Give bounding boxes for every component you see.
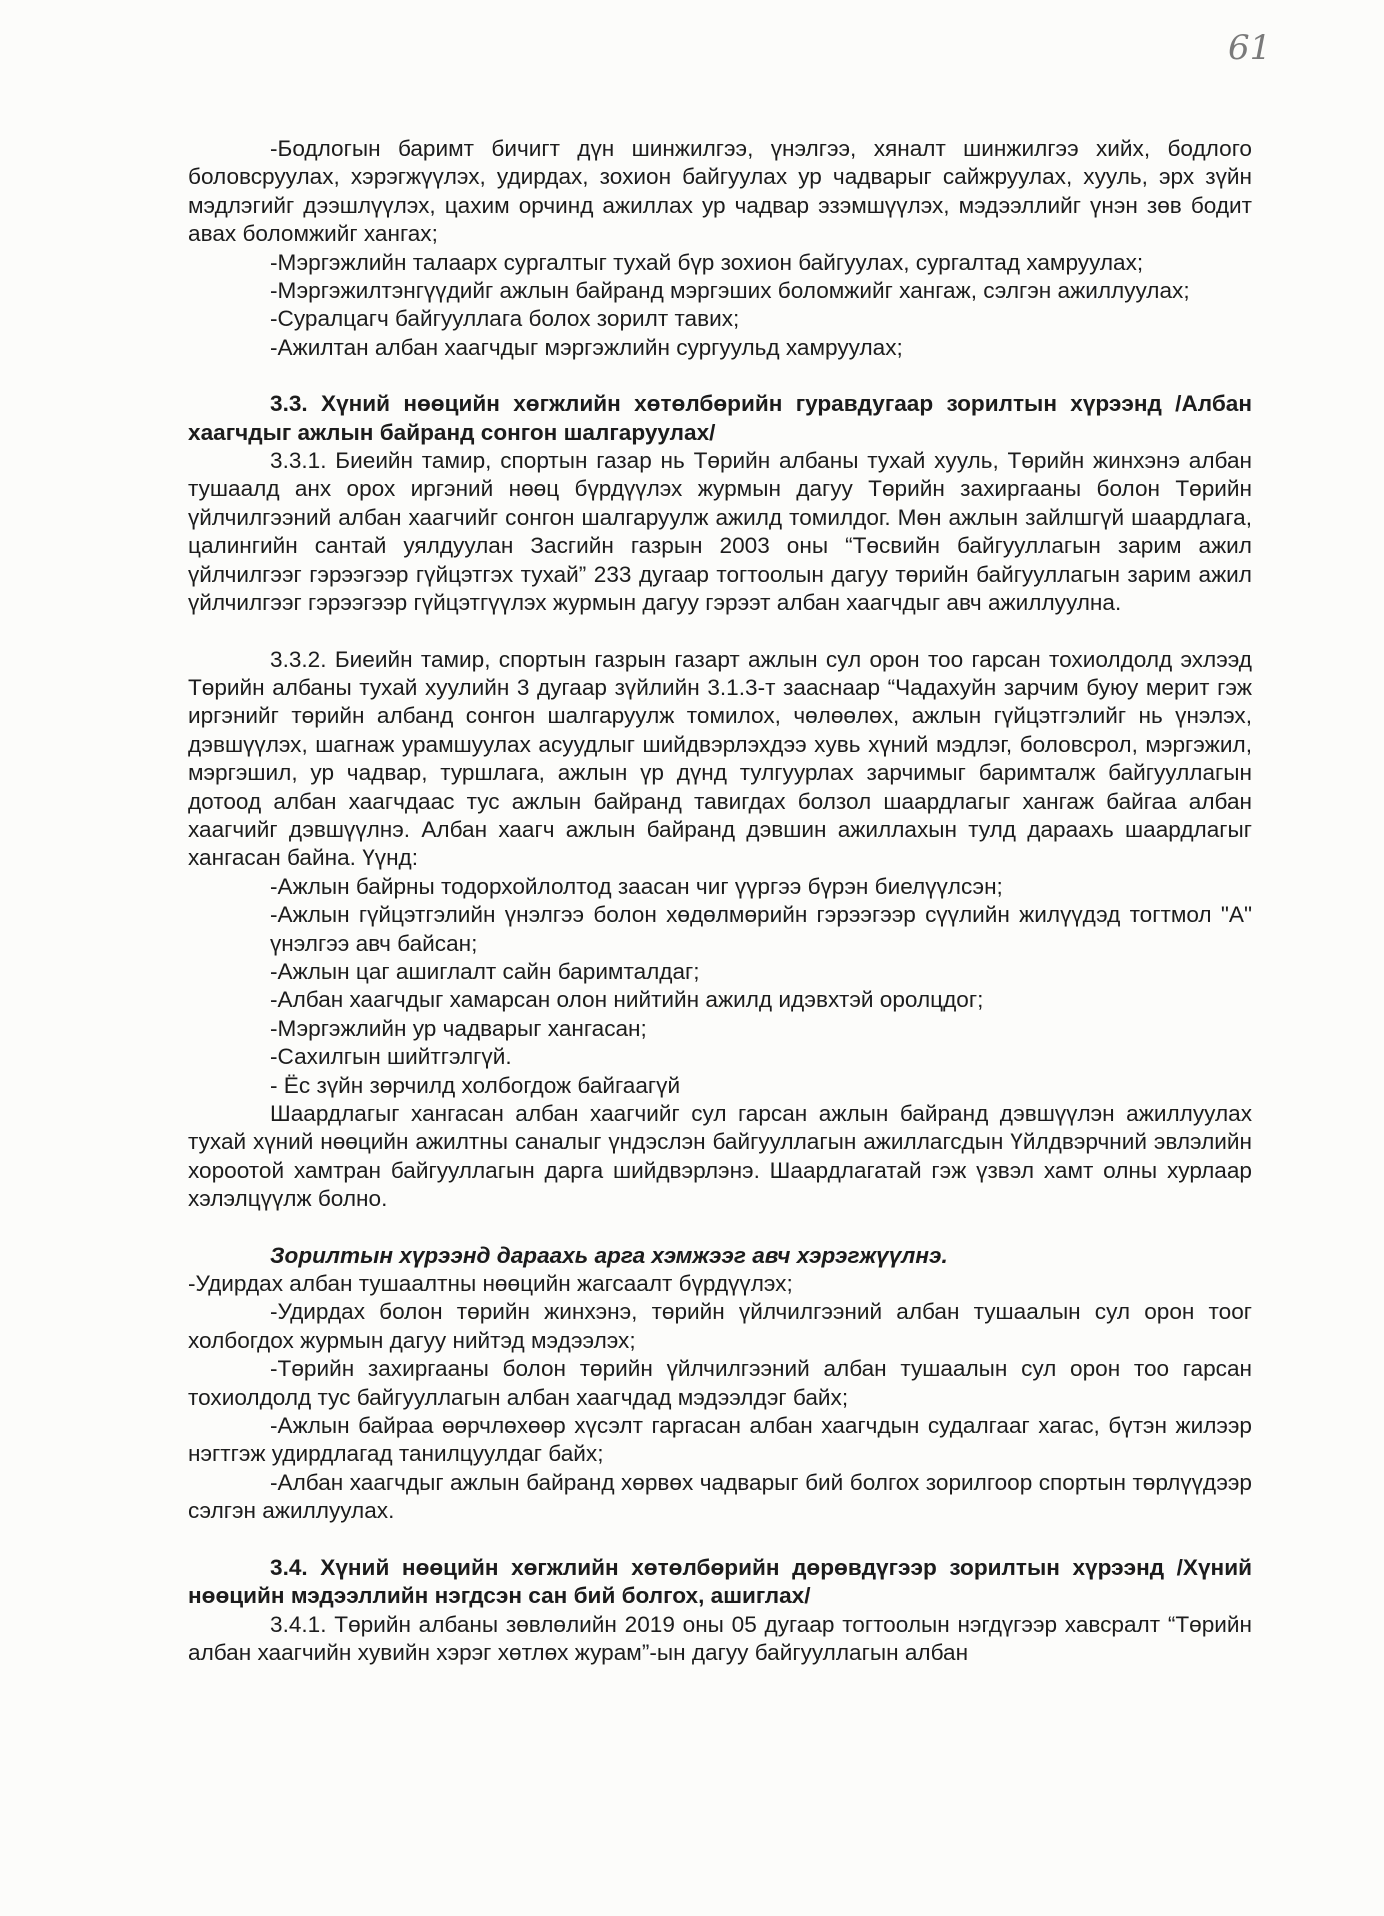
paragraph: -Албан хаагчдыг ажлын байранд хөрвөх чадварыг бий болгох зорилгоор спортын төрлүүдээр сэлгэн ажиллуулах.	[188, 1469, 1252, 1524]
list-item: - Ёс зүйн зөрчилд холбогдож байгаагүй	[270, 1072, 681, 1098]
paragraph: -Төрийн захиргааны болон төрийн үйлчилгээний албан тушаалын сул орон тоо гарсан тохиолдолд тус байгууллагын албан хаагчдад мэдээлдэг байх;	[188, 1356, 1252, 1410]
paragraph: -Удирдах албан тушаалтны нөөцийн жагсаалт бүрдүүлэх;	[188, 1271, 793, 1297]
paragraph-gap	[188, 1526, 1252, 1554]
paragraph: -Бодлогын баримт бичигт дүн шинжилгээ, үнэлгээ, хяналт шинжилгээ хийх, бодлого боловсруулах, хэрэгжүүлэх, удирдах, зохион байгуулах ур чадварыг сайжруулах, хууль, эрх зүйн мэдлэгийг дээшлүүлэх, цахим орчинд ажиллах ур чадвар эзэмшүүлэх, мэдээллийг үнэн зөв бодит авах боломжийг хангах;	[188, 136, 1252, 247]
paragraph-gap	[188, 618, 1252, 646]
list-item: -Сахилгын шийтгэлгүй.	[270, 1044, 512, 1070]
document-body	[188, 135, 1252, 1667]
paragraph: -Ажилтан албан хаагчдыг мэргэжлийн сургуульд хамруулах;	[270, 334, 903, 360]
paragraph-gap	[188, 362, 1252, 390]
list-item: -Албан хаагчдыг хамарсан олон нийтийн ажилд идэвхтэй оролцдог;	[270, 987, 984, 1013]
list-item: -Ажлын цаг ашиглалт сайн баримталдаг;	[270, 958, 700, 984]
section-heading: 3.4. Хүний нөөцийн хөгжлийн хөтөлбөрийн дөрөвдүгээр зорилтын хүрээнд /Хүний нөөцийн мэдээллийн нэгдсэн сан бий болгох, ашиглах/	[188, 1554, 1252, 1609]
list-item: -Ажлын гүйцэтгэлийн үнэлгээ болон хөдөлмөрийн гэрээгээр сүүлийн жилүүдэд тогтмол "А" үнэлгээ авч байсан;	[270, 902, 1252, 956]
list-item: -Мэргэжлийн ур чадварыг хангасан;	[270, 1015, 647, 1041]
paragraph: 3.3.2. Биеийн тамир, спортын газрын газарт ажлын сул орон тоо гарсан тохиолдолд эхлээд Төрийн албаны тухай хуулийн 3 дугаар зүйлийн 3.1.3-т зааснаар “Чадахуйн зарчим буюу мерит гэж иргэнийг төрийн албанд сонгон шалгаруулж томилох, чөлөөлөх, ажлын гүйцэтгэлийг нь үнэлэх, дэвшүүлэх, шагнаж урамшуулах асуудлыг шийдвэрлэхдээ хувь хүний мэдлэг, боловсрол, мэргэжил, мэргэшил, ур чадвар, туршлага, ажлын үр дүнд тулгуурлах зарчимыг баримталж байгууллагын дотоод албан хаагчдаас тус ажлын байранд тавигдах болзол шаардлагыг хангаж байгаа албан хаагчийг дэвшүүлнэ. Албан хаагч ажлын байранд дэвшин ажиллахын тулд дараахь шаардлагыг хангасан байна. Үүнд:	[188, 646, 1252, 871]
list-item: -Ажлын байрны тодорхойлолтод заасан чиг үүргээ бүрэн биелүүлсэн;	[270, 873, 1003, 899]
paragraph: -Мэргэжлийн талаарх сургалтыг тухай бүр зохион байгуулах, сургалтад хамруулах;	[270, 249, 1144, 275]
paragraph: 3.4.1. Төрийн албаны зөвлөлийн 2019 оны 05 дугаар тогтоолын нэгдүгээр хавсралт “Төрийн албан хаагчийн хувийн хэрэг хөтлөх журам”-ын дагуу байгууллагын албан	[188, 1611, 1252, 1665]
page-number: 61	[1228, 28, 1272, 68]
paragraph: -Мэргэжилтэнгүүдийг ажлын байранд мэргэших боломжийг хангаж, сэлгэн ажиллуулах;	[270, 278, 1190, 304]
subsection-heading: Зорилтын хүрээнд дараахь арга хэмжээг авч хэрэгжүүлнэ.	[270, 1242, 948, 1268]
paragraph: 3.3.1. Биеийн тамир, спортын газар нь Төрийн албаны тухай хууль, Төрийн жинхэнэ албан тушаалд анх орох иргэний нөөц бүрдүүлэх журмын дагуу Төрийн захиргааны болон Төрийн үйлчилгээний албан хаагчийг сонгон шалгаруулж ажилд томилдог. Мөн ажлын зайлшгүй шаардлага, цалингийн сантай уялдуулан Засгийн газрын 2003 оны “Төсвийн байгууллагын зарим ажил үйлчилгээг гэрээгээр гүйцэтгэх тухай” 233 дугаар тогтоолын дагуу төрийн байгууллагын зарим ажил үйлчилгээг гэрээгээр гүйцэтгүүлэх журмын дагуу гэрээт албан хаагчдыг авч ажиллуулна.	[188, 448, 1252, 616]
paragraph: -Удирдах болон төрийн жинхэнэ, төрийн үйлчилгээний албан тушаалын сул орон тоог холбогдох журмын дагуу нийтэд мэдээлэх;	[188, 1299, 1252, 1353]
paragraph-gap	[188, 1214, 1252, 1242]
paragraph: -Ажлын байраа өөрчлөхөөр хүсэлт гаргасан албан хаагчдын судалгааг хагас, бүтэн жилээр нэгтгэж удирдлагад танилцуулдаг байх;	[188, 1413, 1252, 1467]
paragraph: Шаардлагыг хангасан албан хаагчийг сул гарсан ажлын байранд дэвшүүлэн ажиллуулах тухай хүний нөөцийн ажилтны саналыг үндэслэн байгууллагын ажиллагсдын Үйлдвэрчний эвлэлийн хороотой хамтран байгууллагын дарга шийдвэрлэнэ. Шаардлагатай гэж үзвэл хамт олны хурлаар хэлэлцүүлж болно.	[188, 1101, 1252, 1212]
paragraph: -Суралцагч байгууллага болох зорилт тавих;	[270, 306, 740, 332]
section-heading: 3.3. Хүний нөөцийн хөгжлийн хөтөлбөрийн гуравдугаар зорилтын хүрээнд /Албан хаагчдыг ажлын байранд сонгон шалгаруулах/	[188, 391, 1252, 445]
